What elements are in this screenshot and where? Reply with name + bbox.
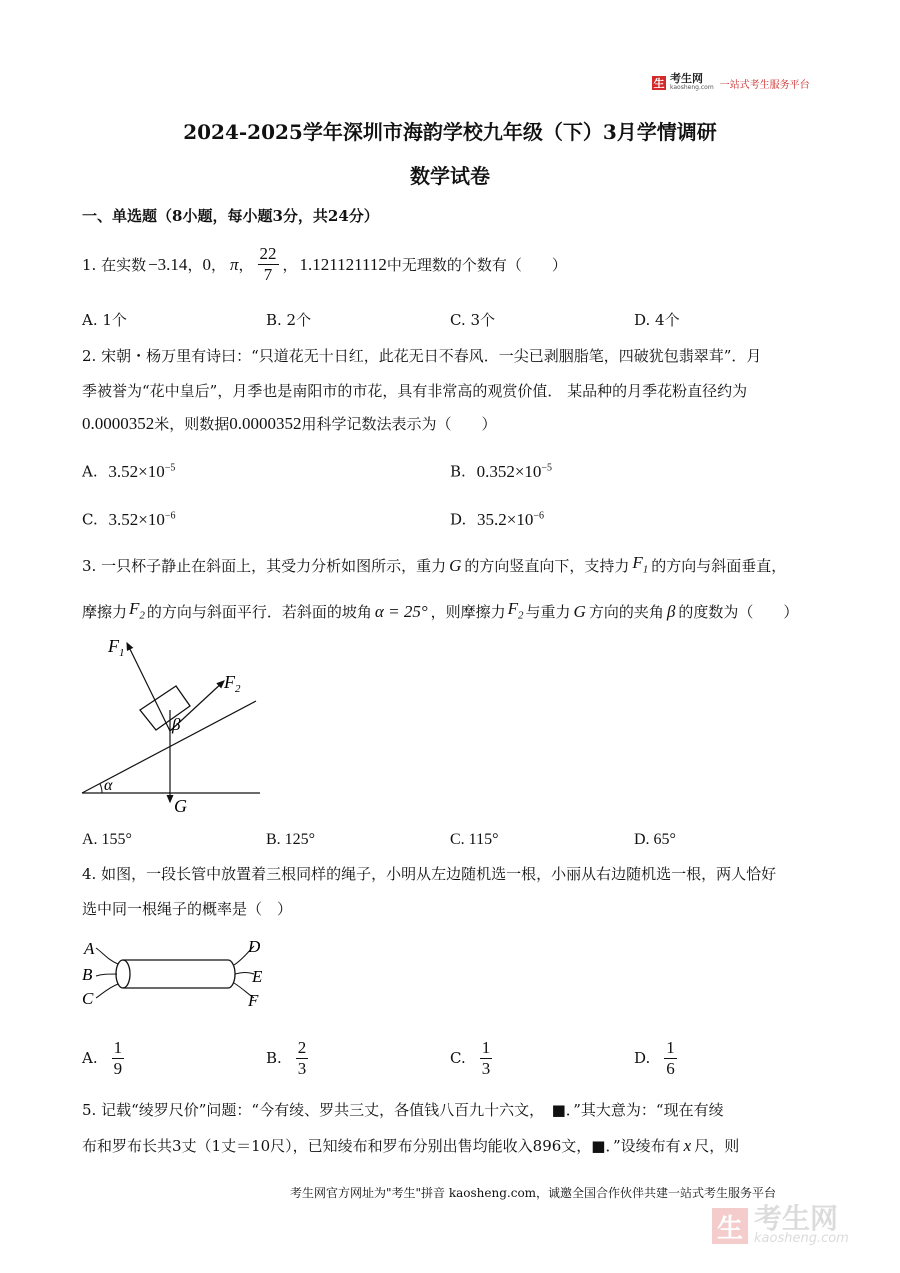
exam-subtitle: 数学试卷 xyxy=(410,164,490,188)
fraction-22-7: $\frac{22}{7}$ xyxy=(259,244,277,284)
q3-option-b[interactable]: B. 125° xyxy=(266,831,316,848)
svg-text:E: E xyxy=(252,967,263,986)
header-tagline: 一站式考生服务平台 xyxy=(719,79,810,91)
rope-left-top xyxy=(96,948,118,964)
svg-text:F1: $F_1$ xyxy=(108,636,125,659)
question-2-line-2: 季被誉为“花中皇后”，月季也是南阳市的市花，具有非常高的观赏价值． 某品种的月季花粉直径约为 xyxy=(82,382,748,400)
question-5-line-1: 5. 记载“绫罗尺价”问题：“今有绫、罗共三丈，各值钱八百九十六文， ■．”其大意为：“现在有绫 xyxy=(82,1101,724,1119)
exam-title: 2024-2025学年深圳市海韵学校九年级（下）3月学情调研 xyxy=(183,120,717,144)
logo-url: kaosheng.com xyxy=(670,84,714,91)
q4-option-d[interactable]: D. $\frac{1}{6}$ xyxy=(634,1037,675,1078)
svg-text:B: B xyxy=(82,965,93,984)
q2-option-a[interactable]: A. $3.52\times 10^{-5}$ xyxy=(82,461,176,481)
rope-left-mid xyxy=(96,974,117,976)
rope-left-bot xyxy=(96,984,118,998)
question-1: 1. 在实数 −3.14 ， 0 ， π ， $\frac{22}{7}$ ， 1.121121112 中无理数的个数有（ ） xyxy=(82,244,567,284)
q1-option-d[interactable]: D. 4个 xyxy=(634,311,680,329)
section-heading: 一、单选题（8小题，每小题3分，共24分） xyxy=(82,207,379,225)
q4-option-c[interactable]: C. $\frac{1}{3}$ xyxy=(450,1037,491,1078)
q1-option-c[interactable]: C. 3个 xyxy=(450,311,496,329)
alpha-arc xyxy=(100,784,102,793)
q1-option-a[interactable]: A. 1个 xyxy=(82,311,127,329)
svg-text:A: A xyxy=(84,939,95,958)
question-2-line-1: 2. 宋朝・杨万里有诗曰：“只道花无十日红，此花无日不春风．一尖已剥胭脂笔，四破犹包翡翠茸”．月 xyxy=(82,347,762,365)
svg-text:G: G xyxy=(174,796,187,816)
q3-option-d[interactable]: D. 65° xyxy=(634,831,676,848)
q2-option-b[interactable]: B. $0.352\times 10^{-5}$ xyxy=(450,461,553,481)
q1-option-b[interactable]: B. 2个 xyxy=(266,311,312,329)
f1-arrow xyxy=(127,643,170,731)
watermark-mark-icon: 生 xyxy=(712,1208,748,1244)
logo-text: 考生网 xyxy=(670,72,703,85)
question-2-line-3: 0.0000352 米，则数据 0.0000352 用科学记数法表示为（ ） xyxy=(82,414,497,433)
question-3-line-2: 摩擦力 $F_2$ 的方向与斜面平行．若斜面的坡角 α = 25° ，则摩擦力 $F_2$ 与重力 G 方向的夹角 β 的度数为（ ） xyxy=(82,599,799,622)
svg-text:F: F xyxy=(248,991,259,1010)
question-4-line-1: 4. 如图，一段长管中放置着三根同样的绳子，小明从左边随机选一根，小丽从右边随机选一根，两人恰好 xyxy=(82,865,777,883)
page-footer: 考生网官方网址为"考生"拼音 kaosheng.com，诚邀全国合作伙伴共建一站式考生服务平台 xyxy=(290,1186,777,1200)
q2-option-d[interactable]: D. $35.2\times 10^{-6}$ xyxy=(450,509,545,529)
q4-option-a[interactable]: A. $\frac{1}{9}$ xyxy=(82,1037,123,1078)
svg-text:D: D xyxy=(248,937,261,956)
question-5-line-2: 布和罗布长共3丈（1丈＝10尺），已知绫布和罗布分别出售均能收入896文，■．”设绫布有 x 尺，则 xyxy=(82,1136,740,1155)
q4-option-b[interactable]: B. $\frac{2}{3}$ xyxy=(266,1037,307,1078)
tube-body xyxy=(123,960,235,988)
q3-option-a[interactable]: A. 155° xyxy=(82,831,132,848)
q2-option-c[interactable]: C. $3.52\times 10^{-6}$ xyxy=(82,509,176,529)
q3-force-diagram xyxy=(78,630,278,820)
svg-text:F2: $F_2$ xyxy=(224,672,241,695)
svg-text:α: α xyxy=(104,777,113,794)
header-logo xyxy=(652,74,810,92)
tube-left-end xyxy=(116,960,130,988)
svg-text:β: β xyxy=(172,715,181,734)
question-3-line-1: 3. 一只杯子静止在斜面上，其受力分析如图所示，重力 G 的方向竖直向下，支持力 $F_1$ 的方向与斜面垂直， xyxy=(82,553,787,576)
q3-option-c[interactable]: C. 115° xyxy=(450,831,499,848)
logo-mark-icon: 生 xyxy=(653,77,665,90)
cup-block xyxy=(140,686,190,730)
watermark: 生 考生网 kaosheng.com xyxy=(712,1206,849,1246)
q4-tube-diagram xyxy=(78,932,278,1012)
question-4-line-2: 选中同一根绳子的概率是（ ） xyxy=(82,900,293,918)
svg-text:C: C xyxy=(82,989,94,1008)
